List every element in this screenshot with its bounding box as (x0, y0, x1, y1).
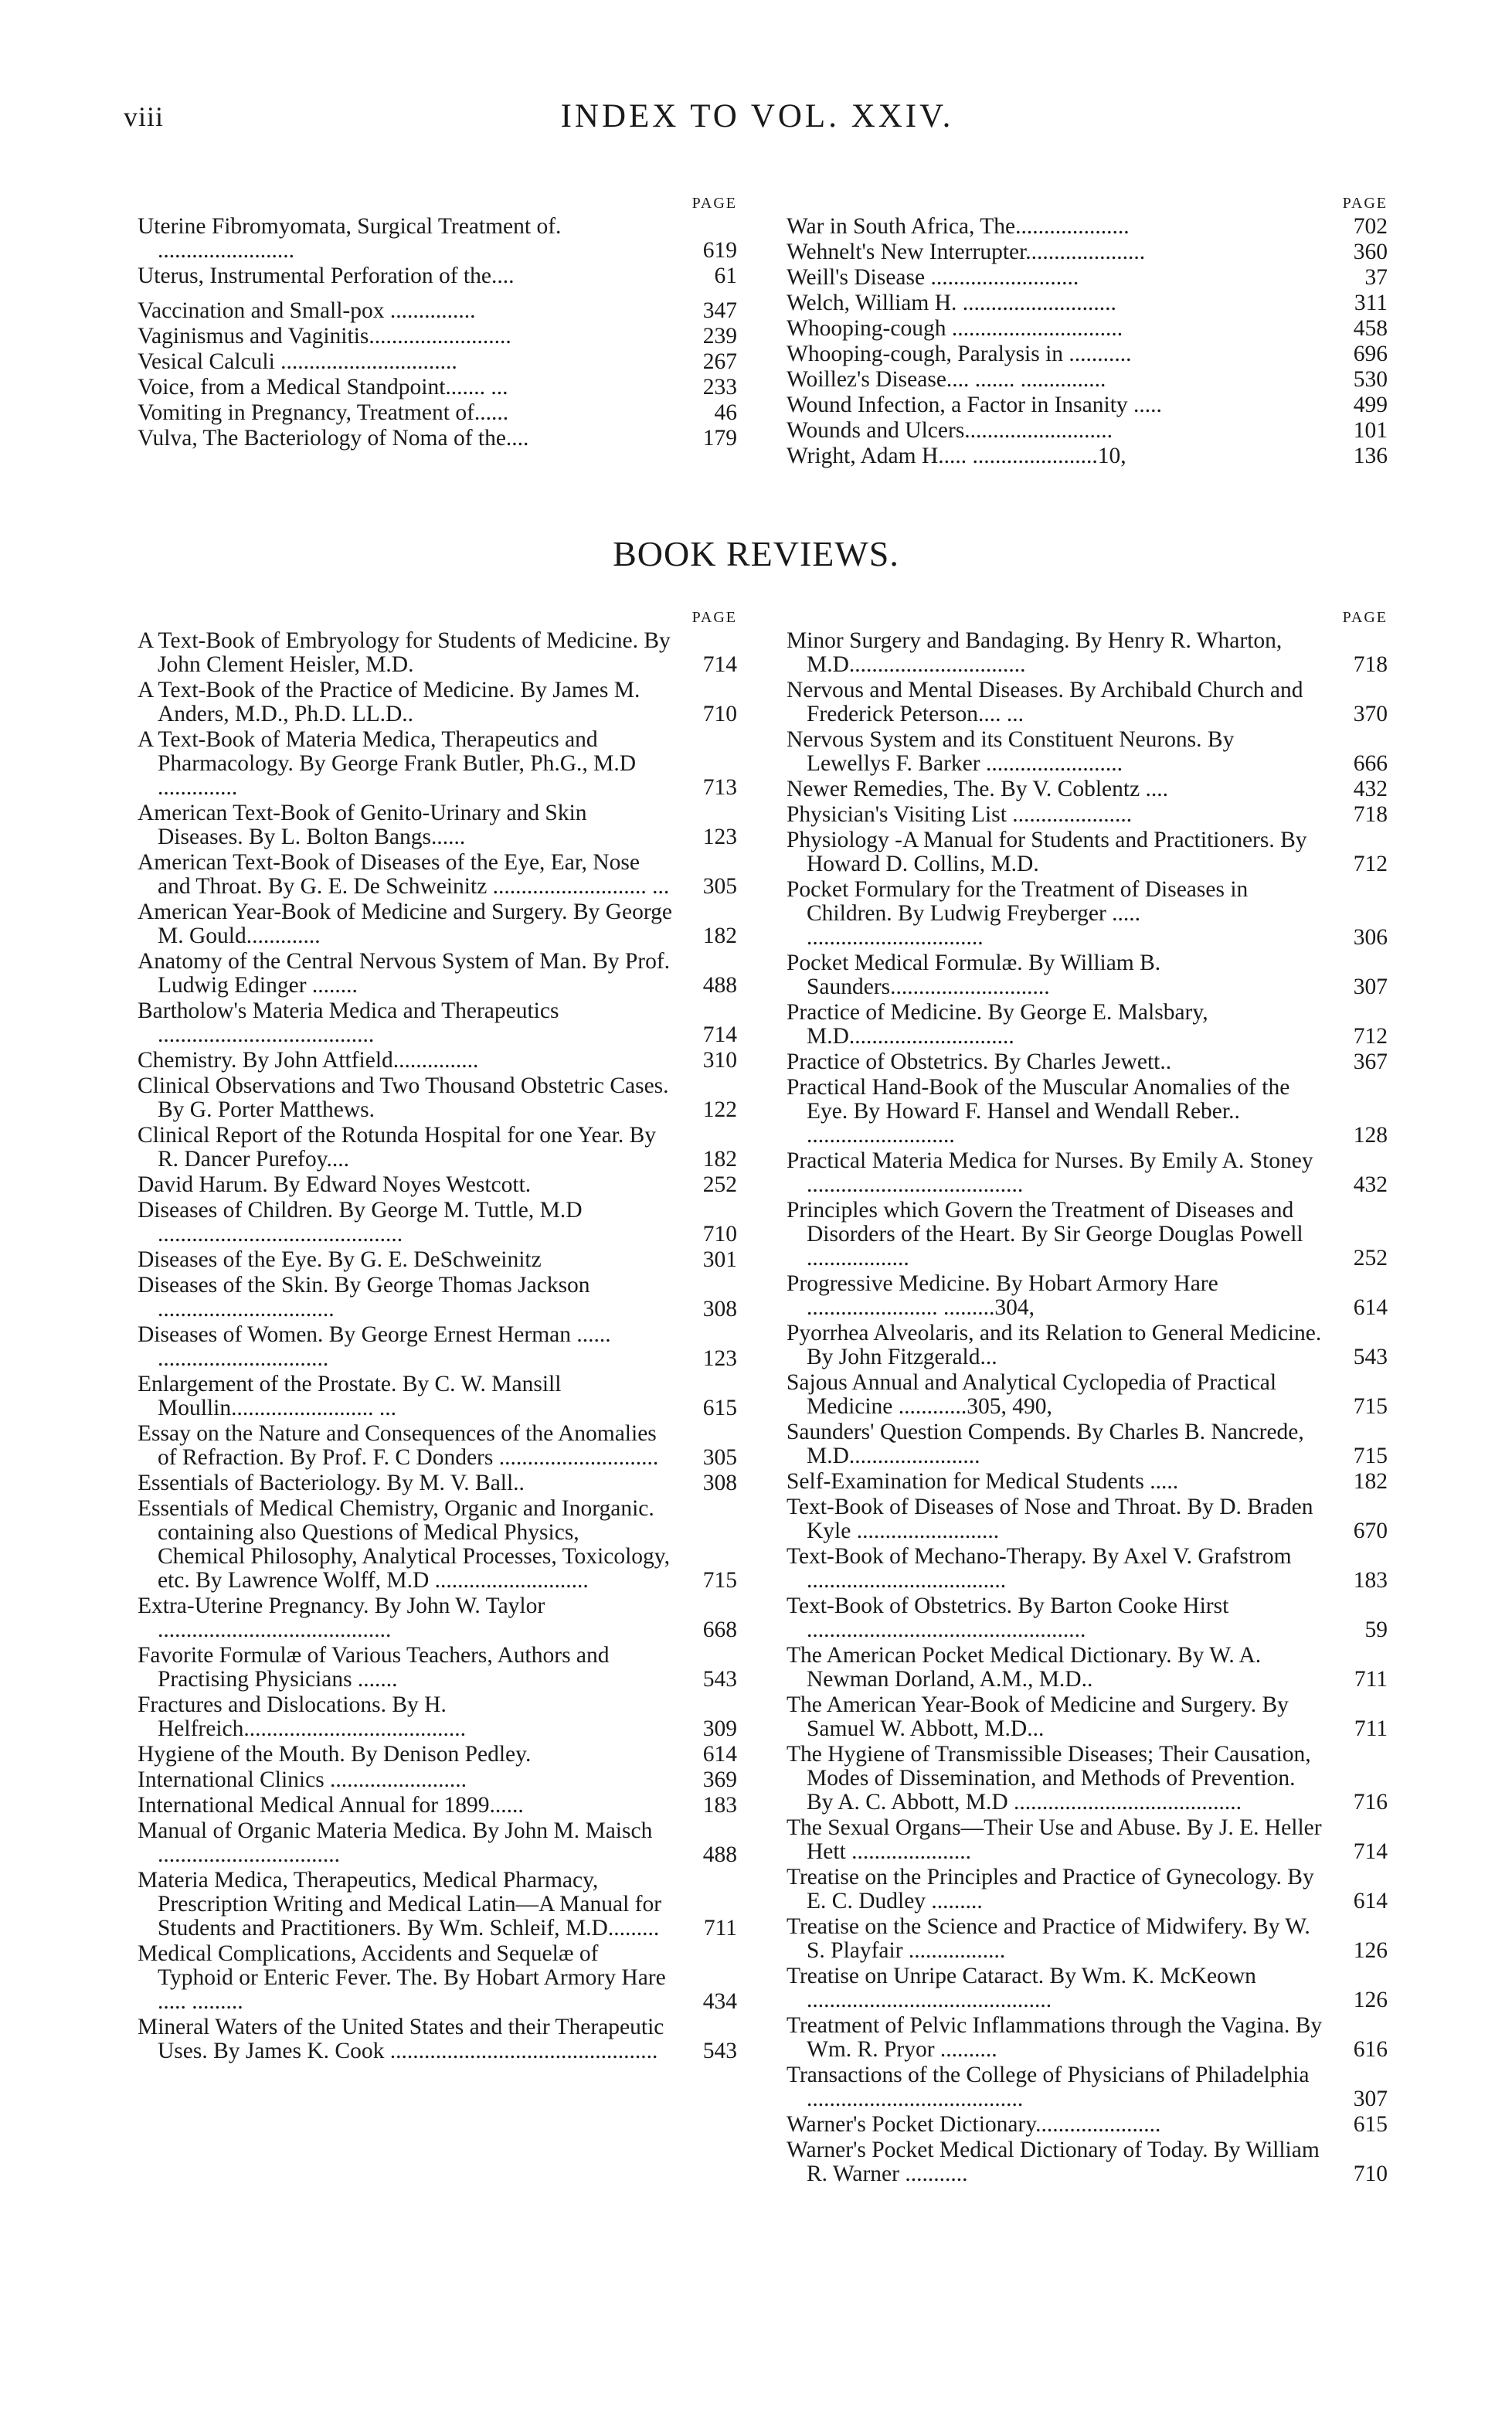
index-entry (138, 215, 740, 263)
entry-page-number: 370 (1353, 702, 1388, 726)
index-entry (138, 728, 740, 800)
entry-page-number: 347 (702, 298, 737, 323)
entry-page-number: 619 (702, 238, 737, 263)
entry-title: Self-Examination for Medical Students ..... (787, 1469, 1179, 1494)
index-entry (787, 368, 1391, 392)
entry-title: Uterus, Instrumental Perforation of the.... (138, 264, 515, 288)
entry-title: Voice, from a Medical Standpoint....... ... (138, 375, 508, 400)
entry-page-number: 308 (702, 1471, 737, 1495)
entry-page-number: 233 (702, 375, 737, 400)
entry-title: Newer Remedies, The. By V. Coblentz .... (787, 777, 1169, 801)
index-entry (787, 2063, 1391, 2111)
entry-page-number: 308 (702, 1297, 737, 1321)
entry-page-number: 307 (1353, 975, 1388, 999)
entry-page-number: 183 (702, 1793, 737, 1818)
index-entry (787, 1866, 1391, 1913)
index-entry (787, 1470, 1391, 1494)
entry-page-number: 182 (1353, 1469, 1388, 1494)
entry-title: A Text-Book of Embryology for Students of Medicine. By John Clement Heisler, M.D. (138, 628, 671, 677)
reviews-column-right (787, 606, 1391, 2186)
entry-title: Physiology -A Manual for Students and Practitioners. By Howard D. Collins, M.D. (787, 828, 1307, 876)
entry-page-number: 666 (1353, 751, 1388, 776)
index-entry (138, 1049, 740, 1073)
entry-page-number: 267 (702, 349, 737, 374)
entry-title: The American Pocket Medical Dictionary. By W. A. Newman Dorland, A.M., M.D.. (787, 1643, 1262, 1692)
index-entry (787, 1272, 1391, 1320)
entry-page-number: 543 (1353, 1345, 1388, 1369)
entry-title: Text-Book of Diseases of Nose and Throat. By D. Braden Kyle ......................... (787, 1495, 1313, 1543)
entry-title: Treatise on the Principles and Practice of Gynecology. By E. C. Dudley ......... (787, 1865, 1314, 1913)
entry-page-number: 126 (1353, 1988, 1388, 2012)
entry-title: A Text-Book of Materia Medica, Therapeutics and Pharmacology. By George Frank Butler, Ph.G., M.D .............. (138, 727, 637, 800)
index-entry (138, 1768, 740, 1792)
entry-title: Nervous System and its Constituent Neurons. By Lewellys F. Barker ........................ (787, 727, 1235, 776)
entry-title: Text-Book of Obstetrics. By Barton Cooke Hirst ................................................. (787, 1594, 1229, 1642)
entry-title: Enlargement of the Prostate. By C. W. Mansill Moullin......................... ... (138, 1372, 562, 1420)
entry-title: Pocket Medical Formulæ. By William B. Saunders............................ (787, 951, 1161, 999)
index-entry (787, 393, 1391, 417)
entry-title: Essentials of Bacteriology. By M. V. Ball.. (138, 1471, 525, 1495)
index-entry (138, 1594, 740, 1642)
index-entry (787, 1816, 1391, 1864)
index-entry (787, 679, 1391, 726)
entry-page-number: 182 (702, 1147, 737, 1172)
index-entry (787, 803, 1391, 827)
entry-page-number: 367 (1353, 1049, 1388, 1074)
entry-page-number: 101 (1353, 418, 1388, 443)
index-entry (787, 317, 1391, 341)
page-column-label: PAGE (691, 195, 737, 212)
page-column-label: PAGE (1342, 609, 1388, 626)
entry-page-number: 46 (714, 400, 737, 425)
entry-page-number: 307 (1353, 2087, 1388, 2111)
entry-title: Wounds and Ulcers.......................... (787, 418, 1113, 443)
index-entry (138, 376, 740, 400)
index-entry (787, 291, 1391, 315)
reviews-column-left (138, 606, 740, 2063)
entry-page-number: 714 (702, 1022, 737, 1047)
entry-title: War in South Africa, The.................... (787, 214, 1130, 239)
page-header (124, 97, 1391, 144)
entry-page-number: 714 (702, 652, 737, 677)
entry-page-number: 543 (702, 2039, 737, 2063)
entry-title: Uterine Fibromyomata, Surgical Treatment of. ........................ (138, 214, 562, 263)
index-entry (787, 1545, 1391, 1593)
index-entry (138, 264, 740, 288)
entry-page-number: 615 (702, 1396, 737, 1420)
entry-page-number: 305 (702, 874, 737, 899)
index-entry (787, 419, 1391, 443)
entry-title: Practical Materia Medica for Nurses. By Emily A. Stoney ...................................... (787, 1148, 1313, 1197)
page-column-label: PAGE (1342, 195, 1388, 212)
index-entry (138, 1199, 740, 1247)
index-entry (138, 801, 740, 849)
entry-page-number: 614 (1353, 1295, 1388, 1320)
entry-title: Progressive Medicine. By Hobart Armory Hare ....................... .........304, (787, 1271, 1218, 1320)
entry-title: The Hygiene of Transmissible Diseases; Their Causation, Modes of Dissemination, and Methods of Prevention. By A. C. Abbott, M.D ........................................ (787, 1742, 1311, 1815)
index-entry (138, 679, 740, 726)
entry-title: Practice of Obstetrics. By Charles Jewett.. (787, 1049, 1172, 1074)
entry-page-number: 712 (1353, 852, 1388, 876)
entry-title: A Text-Book of the Practice of Medicine. By James M. Anders, M.D., Ph.D. LL.D.. (138, 678, 640, 726)
index-entry (787, 1964, 1391, 2012)
entry-title: Hygiene of the Mouth. By Denison Pedley. (138, 1742, 532, 1767)
entry-title: The Sexual Organs—Their Use and Abuse. By J. E. Heller Hett ..................... (787, 1815, 1322, 1864)
index-entry (787, 1050, 1391, 1074)
entry-page-number: 715 (702, 1568, 737, 1593)
entry-title: Medical Complications, Accidents and Sequelæ of Typhoid or Enteric Fever. The. By Hobart Armory Hare ..... ......... (138, 1941, 666, 2014)
index-entry (138, 1422, 740, 1470)
index-entry (787, 1644, 1391, 1692)
index-entry (787, 1420, 1391, 1468)
index-entry (138, 1693, 740, 1741)
entry-title: Physician's Visiting List ..................... (787, 802, 1133, 827)
index-entry (138, 1942, 740, 2014)
entry-page-number: 718 (1353, 652, 1388, 677)
entry-page-number: 702 (1353, 214, 1388, 239)
entry-page-number: 710 (702, 1222, 737, 1247)
entry-title: Whooping-cough, Paralysis in ........... (787, 342, 1132, 366)
entry-title: American Text-Book of Genito-Urinary and Skin Diseases. By L. Bolton Bangs...... (138, 801, 587, 849)
entry-page-number: 305 (702, 1445, 737, 1470)
entry-page-number: 128 (1353, 1123, 1388, 1148)
index-entry (787, 1371, 1391, 1419)
page-folio: viii (124, 101, 165, 132)
index-entry (787, 951, 1391, 999)
entry-title: Sajous Annual and Analytical Cyclopedia of Practical Medicine ............305, 490, (787, 1370, 1277, 1419)
entry-page-number: 696 (1353, 342, 1388, 366)
index-entry (787, 1743, 1391, 1815)
index-entry (138, 1471, 740, 1495)
entry-title: Essay on the Nature and Consequences of the Anomalies of Refraction. By Prof. F. C Donders ............................ (138, 1421, 659, 1470)
index-entry (787, 1693, 1391, 1741)
index-entry (138, 1819, 740, 1867)
index-entry (138, 851, 740, 899)
entry-page-number: 543 (702, 1667, 737, 1692)
entry-title: American Text-Book of Diseases of the Eye, Ear, Nose and Throat. By G. E. De Schweinitz ........................... ... (138, 850, 670, 899)
entry-title: Clinical Report of the Rotunda Hospital for one Year. By R. Dancer Purefoy.... (138, 1123, 657, 1172)
entry-title: Principles which Govern the Treatment of Diseases and Disorders of the Heart. By Sir George Douglas Powell .................. (787, 1198, 1303, 1270)
entry-page-number: 182 (702, 923, 737, 948)
entry-page-number: 183 (1353, 1568, 1388, 1593)
index-entry (138, 350, 740, 374)
entry-page-number: 126 (1353, 1938, 1388, 1963)
entry-page-number: 488 (702, 973, 737, 998)
entry-page-number: 711 (703, 1916, 737, 1940)
entry-page-number: 615 (1353, 2112, 1388, 2137)
index-entry (787, 444, 1391, 468)
index-entry (787, 1915, 1391, 1963)
entry-page-number: 614 (1353, 1889, 1388, 1913)
index-entry (138, 629, 740, 677)
entry-title: Diseases of the Skin. By George Thomas Jackson ............................... (138, 1273, 590, 1321)
entry-page-number: 179 (702, 426, 737, 451)
entry-title: Vaginismus and Vaginitis......................... (138, 324, 511, 349)
entry-page-number: 123 (702, 825, 737, 849)
entry-title: Materia Medica, Therapeutics, Medical Pharmacy, Prescription Writing and Medical Latin—A Manual for Students and Practitioners. By Wm. Schleif, M.D......... (138, 1868, 662, 1940)
entry-page-number: 616 (1353, 2037, 1388, 2062)
entry-title: Fractures and Dislocations. By H. Helfreich....................................... (138, 1692, 466, 1741)
index-entry (138, 1173, 740, 1197)
index-entry (138, 401, 740, 425)
entry-title: Nervous and Mental Diseases. By Archibald Church and Frederick Peterson.... ... (787, 678, 1303, 726)
index-entry (787, 2014, 1391, 2062)
entry-title: Diseases of Women. By George Ernest Herman ...... .............................. (138, 1322, 611, 1371)
index-entry (138, 999, 740, 1047)
entry-title: Clinical Observations and Two Thousand Obstetric Cases. By G. Porter Matthews. (138, 1073, 669, 1122)
entry-page-number: 432 (1353, 1172, 1388, 1197)
entry-title: Warner's Pocket Medical Dictionary of Today. By William R. Warner ........... (787, 2138, 1320, 2186)
index-entry (787, 240, 1391, 264)
index-entry (138, 1794, 740, 1818)
index-entry (787, 878, 1391, 950)
index-entry (138, 1274, 740, 1321)
page-title: INDEX TO VOL. XXIV. (560, 98, 954, 134)
entry-title: Saunders' Question Compends. By Charles B. Nancrede, M.D....................... (787, 1420, 1304, 1468)
section-heading-book-reviews: BOOK REVIEWS. (613, 534, 899, 573)
index-entry (138, 1372, 740, 1420)
entry-title: International Clinics ........................ (138, 1767, 467, 1792)
entry-page-number: 123 (702, 1346, 737, 1371)
index-entry (787, 1321, 1391, 1369)
entry-page-number: 716 (1353, 1790, 1388, 1815)
index-entry (138, 950, 740, 998)
index-entry (787, 828, 1391, 876)
index-entry (138, 900, 740, 948)
index-entry (787, 777, 1391, 801)
entry-title: Favorite Formulæ of Various Teachers, Authors and Practising Physicians ....... (138, 1643, 610, 1692)
entry-title: Wehnelt's New Interrupter..................... (787, 240, 1146, 264)
index-entry (138, 1644, 740, 1692)
index-entry (787, 215, 1391, 239)
entry-page-number: 710 (1353, 2162, 1388, 2186)
entry-page-number: 301 (702, 1247, 737, 1272)
index-entry (787, 2113, 1391, 2137)
entry-page-number: 715 (1353, 1394, 1388, 1419)
entry-title: American Year-Book of Medicine and Surgery. By George M. Gould............. (138, 900, 672, 948)
entry-title: Transactions of the College of Physicians of Philadelphia ...................................... (787, 2063, 1310, 2111)
entry-page-number: 711 (1354, 1716, 1388, 1741)
index-entry (787, 2138, 1391, 2186)
entry-page-number: 37 (1364, 265, 1388, 290)
entry-title: Anatomy of the Central Nervous System of Man. By Prof. Ludwig Edinger ........ (138, 949, 671, 998)
entry-page-number: 311 (1354, 291, 1388, 315)
entry-page-number: 670 (1353, 1519, 1388, 1543)
entry-title: Treatise on Unripe Cataract. By Wm. K. McKeown ........................................... (787, 1964, 1256, 2012)
entry-title: Treatment of Pelvic Inflammations through the Vagina. By Wm. R. Pryor .......... (787, 2013, 1323, 2062)
entry-gap (138, 288, 740, 299)
entry-title: Minor Surgery and Bandaging. By Henry R. Wharton, M.D............................... (787, 628, 1283, 677)
entry-page-number: 668 (702, 1617, 737, 1642)
entry-page-number: 715 (1353, 1444, 1388, 1468)
index-entry (138, 1248, 740, 1272)
entry-page-number: 710 (702, 702, 737, 726)
entry-page-number: 499 (1353, 393, 1388, 417)
page-column-label: PAGE (691, 609, 737, 626)
entry-page-number: 59 (1364, 1617, 1388, 1642)
entry-title: Practical Hand-Book of the Muscular Anomalies of the Eye. By Howard F. Hansel and Wendall Reber.. .......................... (787, 1075, 1290, 1148)
entry-title: Mineral Waters of the United States and their Therapeutic Uses. By James K. Cook ............................................... (138, 2015, 664, 2063)
entry-page-number: 614 (702, 1742, 737, 1767)
index-entry (138, 1074, 740, 1122)
entry-title: Treatise on the Science and Practice of Midwifery. By W. S. Playfair ................. (787, 1914, 1310, 1963)
entry-title: The American Year-Book of Medicine and Surgery. By Samuel W. Abbott, M.D... (787, 1692, 1289, 1741)
entry-title: Diseases of the Eye. By G. E. DeSchweinitz (138, 1247, 542, 1272)
index-entry (138, 1124, 740, 1172)
index-entry (138, 325, 740, 349)
entry-title: Pocket Formulary for the Treatment of Diseases in Children. By Ludwig Freyberger ..... ............................... (787, 877, 1249, 950)
index-entry (787, 728, 1391, 776)
entry-title: Text-Book of Mechano-Therapy. By Axel V. Grafstrom ................................... (787, 1544, 1292, 1593)
index-entry (787, 629, 1391, 677)
entry-page-number: 713 (702, 775, 737, 800)
entry-page-number: 711 (1354, 1667, 1388, 1692)
index-entry (787, 1594, 1391, 1642)
index-entry (787, 1149, 1391, 1197)
entry-page-number: 488 (702, 1842, 737, 1867)
entry-title: Wound Infection, a Factor in Insanity ..... (787, 393, 1162, 417)
entry-title: Welch, William H. ........................... (787, 291, 1116, 315)
entry-title: Practice of Medicine. By George E. Malsbary, M.D............................. (787, 1000, 1208, 1049)
entry-page-number: 458 (1353, 316, 1388, 341)
entry-title: Bartholow's Materia Medica and Therapeutics ...................................... (138, 998, 559, 1047)
entry-page-number: 530 (1353, 367, 1388, 392)
index-column-left (138, 192, 740, 451)
entry-title: Warner's Pocket Dictionary...................... (787, 2112, 1161, 2137)
index-entry (787, 1076, 1391, 1148)
entry-page-number: 239 (702, 324, 737, 349)
entry-title: David Harum. By Edward Noyes Westcott. (138, 1172, 532, 1197)
entry-title: Diseases of Children. By George M. Tuttle, M.D ........................................... (138, 1198, 583, 1247)
entry-page-number: 122 (702, 1097, 737, 1122)
entry-title: Vaccination and Small-pox ............... (138, 298, 476, 323)
entry-page-number: 369 (702, 1767, 737, 1792)
entry-title: Manual of Organic Materia Medica. By John M. Maisch ................................ (138, 1818, 653, 1867)
entry-title: Woillez's Disease.... ....... ............... (787, 367, 1106, 392)
entry-title: Extra-Uterine Pregnancy. By John W. Taylor ......................................... (138, 1594, 545, 1642)
entry-page-number: 306 (1353, 925, 1388, 950)
index-entry (138, 427, 740, 451)
entry-title: Whooping-cough .............................. (787, 316, 1123, 341)
entry-title: Wright, Adam H..... ......................10, (787, 444, 1126, 468)
entry-title: Vulva, The Bacteriology of Noma of the.... (138, 426, 529, 451)
index-column-right (787, 192, 1391, 468)
index-entry (138, 299, 740, 323)
entry-title: Vomiting in Pregnancy, Treatment of...... (138, 400, 509, 425)
entry-page-number: 360 (1353, 240, 1388, 264)
entry-title: Pyorrhea Alveolaris, and its Relation to General Medicine. By John Fitzgerald... (787, 1321, 1322, 1369)
entry-page-number: 434 (702, 1989, 737, 2014)
entry-page-number: 712 (1353, 1024, 1388, 1049)
index-entry (787, 1199, 1391, 1270)
entry-page-number: 309 (702, 1716, 737, 1741)
entry-title: Weill's Disease .......................... (787, 265, 1079, 290)
entry-title: Vesical Calculi ............................... (138, 349, 457, 374)
entry-page-number: 432 (1353, 777, 1388, 801)
entry-page-number: 136 (1353, 444, 1388, 468)
index-entry (138, 2015, 740, 2063)
index-entry (787, 342, 1391, 366)
entry-title: Chemistry. By John Attfield............... (138, 1048, 479, 1073)
index-entry (138, 1743, 740, 1767)
entry-page-number: 252 (1353, 1246, 1388, 1270)
entry-page-number: 61 (714, 264, 737, 288)
entry-page-number: 718 (1353, 802, 1388, 827)
entry-title: Essentials of Medical Chemistry, Organic and Inorganic. containing also Questions of Medical Physics, Chemical Philosophy, Analytical Processes, Toxicology, etc. By Lawrence Wolff, M.D ........................... (138, 1496, 670, 1593)
index-entry (138, 1869, 740, 1940)
index-entry (138, 1323, 740, 1371)
entry-page-number: 714 (1353, 1839, 1388, 1864)
entry-page-number: 252 (702, 1172, 737, 1197)
index-entry (787, 266, 1391, 290)
entry-title: International Medical Annual for 1899...... (138, 1793, 524, 1818)
index-entry (138, 1497, 740, 1593)
index-entry (787, 1495, 1391, 1543)
index-entry (787, 1001, 1391, 1049)
entry-page-number: 310 (702, 1048, 737, 1073)
